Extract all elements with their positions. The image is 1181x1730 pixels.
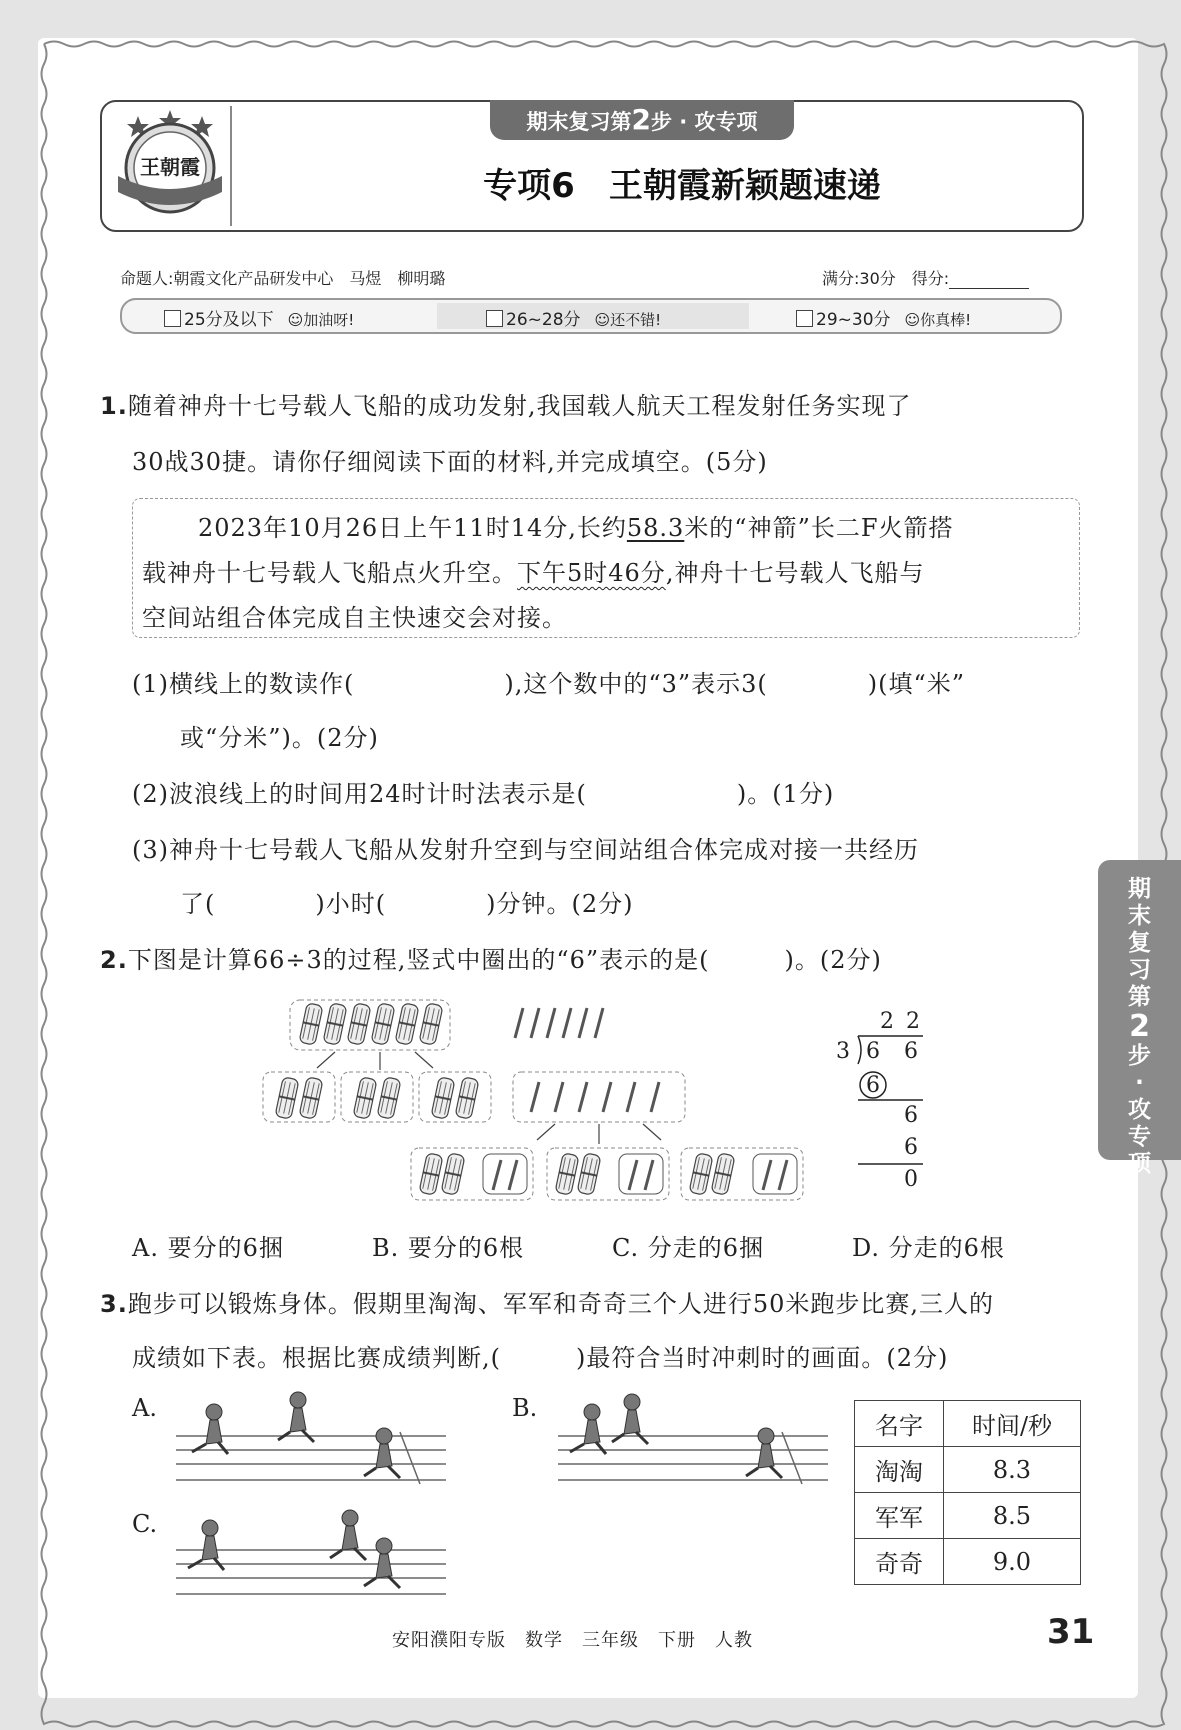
q1-text-1: 随着神舟十七号载人飞船的成功发射,我国载人航天工程发射任务实现了 [127, 392, 912, 420]
rating-1-comment: 加油呀! [303, 311, 355, 329]
passage-underlined-number: 58.3 [626, 514, 685, 542]
page-number: 31 [1047, 1612, 1095, 1652]
rating-bar [120, 298, 1062, 334]
author-line: 命题人:朝霞文化产品研发中心 马煜 柳明璐 [120, 269, 446, 288]
header-tab-prefix: 期末复习第 [526, 110, 632, 134]
q3-option-c-label[interactable]: C. [132, 1510, 158, 1538]
q2-option-a[interactable]: A. 要分的6捆 [132, 1234, 284, 1262]
header-divider [230, 106, 232, 226]
rating-2-checkbox[interactable] [486, 310, 503, 327]
q2-option-b[interactable]: B. 要分的6根 [372, 1234, 525, 1262]
step-digit-2: 6 [904, 1103, 918, 1128]
passage-line-3: 空间站组合体完成自主快速交会对接。 [142, 604, 567, 632]
middle-sticks [513, 1072, 685, 1122]
header-tab-suffix: 步 · 攻专项 [650, 110, 758, 134]
results-table [854, 1400, 1081, 1585]
split-bundles [263, 1072, 491, 1122]
table-row [855, 1447, 1081, 1493]
header-tab-step: 2 [631, 103, 651, 136]
rating-3 [796, 305, 971, 330]
circled-digit: 6 [866, 1073, 880, 1098]
divisor: 3 [836, 1039, 850, 1064]
footer: 安阳濮阳专版 数学 三年级 下册 人教 [392, 1630, 753, 1651]
top-sticks [515, 1008, 603, 1038]
final-groups [411, 1148, 803, 1200]
arrows-top [317, 1052, 433, 1070]
logo-text: 王朝霞 [140, 155, 200, 179]
smile-face-icon: ☺ [904, 311, 921, 329]
dividend-digit-1: 6 [866, 1039, 880, 1064]
rating-3-range: 29~30分 [816, 310, 891, 330]
passage-wavy-time: 下午5时46分 [517, 559, 666, 587]
arrows-bottom [537, 1124, 661, 1144]
rating-1 [164, 305, 354, 330]
passage-text: ,神舟十七号载人飞船与 [665, 559, 925, 587]
q1-sub1-line2: 或“分米”)。(2分) [180, 724, 379, 752]
q1-sub2: (2)波浪线上的时间用24时计时法表示是( )。(1分) [132, 780, 835, 808]
dividend-digit-2: 6 [904, 1039, 918, 1064]
q3-line1 [100, 1284, 994, 1319]
passage-text: 载神舟十七号载人飞船点火升空。 [142, 559, 517, 587]
table-cell: 8.3 [944, 1447, 1081, 1493]
q2-text: 下图是计算66÷3的过程,竖式中圈出的“6”表示的是( )。(2分) [127, 946, 882, 974]
table-header: 时间/秒 [944, 1401, 1081, 1447]
side-tab-text: 期 末 复 习 第 2 步 · 攻 专 项 [1128, 876, 1151, 1177]
table-cell: 奇奇 [855, 1539, 944, 1585]
q1-sub1-line1: (1)横线上的数读作( ),这个数中的“3”表示3( )(填“米” [132, 670, 966, 698]
smile-face-icon: ☺ [287, 311, 304, 329]
full-score: 满分:30分 [822, 269, 896, 288]
table-cell: 9.0 [944, 1539, 1081, 1585]
q1-line1 [100, 386, 911, 421]
long-division [828, 1000, 928, 1200]
passage-line-2 [142, 553, 924, 588]
q1-line2: 30战30捷。请你仔细阅读下面的材料,并完成填空。(5分) [132, 448, 768, 476]
q2-option-c[interactable]: C. 分走的6捆 [612, 1234, 765, 1262]
passage-line-1 [198, 508, 954, 543]
q3-line2: 成绩如下表。根据比赛成绩判断,( )最符合当时冲刺时的画面。(2分) [132, 1344, 949, 1372]
header-box [100, 100, 1084, 232]
table-header-row [855, 1401, 1081, 1447]
score-label: 得分: [911, 269, 950, 288]
q1-sub3-line1: (3)神舟十七号载人飞船从发射升空到与空间站组合体完成对接一共经历 [132, 836, 919, 864]
race-picture-c[interactable] [170, 1502, 450, 1602]
score-area [822, 266, 1029, 289]
stick-bundle-diagram [255, 990, 825, 1206]
score-blank[interactable] [949, 270, 1029, 289]
rating-2-range: 26~28分 [506, 310, 581, 330]
rating-2 [486, 305, 661, 330]
rating-1-checkbox[interactable] [164, 310, 181, 327]
q3-option-b-label[interactable]: B. [512, 1394, 538, 1422]
table-cell: 淘淘 [855, 1447, 944, 1493]
table-cell: 军军 [855, 1493, 944, 1539]
rating-1-range: 25分及以下 [184, 310, 274, 330]
q2-number: 2. [100, 946, 128, 974]
passage-text: 米的“神箭”长二F火箭搭 [684, 514, 954, 542]
rating-3-checkbox[interactable] [796, 310, 813, 327]
race-picture-b[interactable] [552, 1388, 832, 1488]
table-row [855, 1493, 1081, 1539]
q3-number: 3. [100, 1290, 128, 1318]
rating-3-comment: 你真棒! [920, 311, 972, 329]
step-digit-3: 6 [904, 1135, 918, 1160]
remainder: 0 [904, 1167, 918, 1192]
table-row [855, 1539, 1081, 1585]
brand-logo [110, 106, 230, 222]
q1-number: 1. [100, 392, 128, 420]
side-tab [1098, 860, 1181, 1177]
top-bundles [290, 1000, 450, 1050]
race-picture-a[interactable] [170, 1388, 450, 1488]
q2-option-d[interactable]: D. 分走的6根 [852, 1234, 1005, 1262]
quotient-digit-1: 2 [880, 1009, 894, 1034]
q2-line [100, 940, 882, 975]
passage-text: 2023年10月26日上午11时14分,长约 [198, 514, 627, 542]
q3-text-1: 跑步可以锻炼身体。假期里淘淘、军军和奇奇三个人进行50米跑步比赛,三人的 [127, 1290, 994, 1318]
page-title: 专项6 王朝霞新颖题速递 [483, 166, 881, 206]
quotient-digit-2: 2 [906, 1009, 920, 1034]
q1-sub3-line2: 了( )小时( )分钟。(2分) [180, 890, 634, 918]
table-cell: 8.5 [944, 1493, 1081, 1539]
header-tab [490, 100, 794, 140]
table-header: 名字 [855, 1401, 944, 1447]
smile-face-icon: ☺ [594, 311, 611, 329]
q3-option-a-label[interactable]: A. [132, 1394, 157, 1422]
rating-2-comment: 还不错! [610, 311, 662, 329]
